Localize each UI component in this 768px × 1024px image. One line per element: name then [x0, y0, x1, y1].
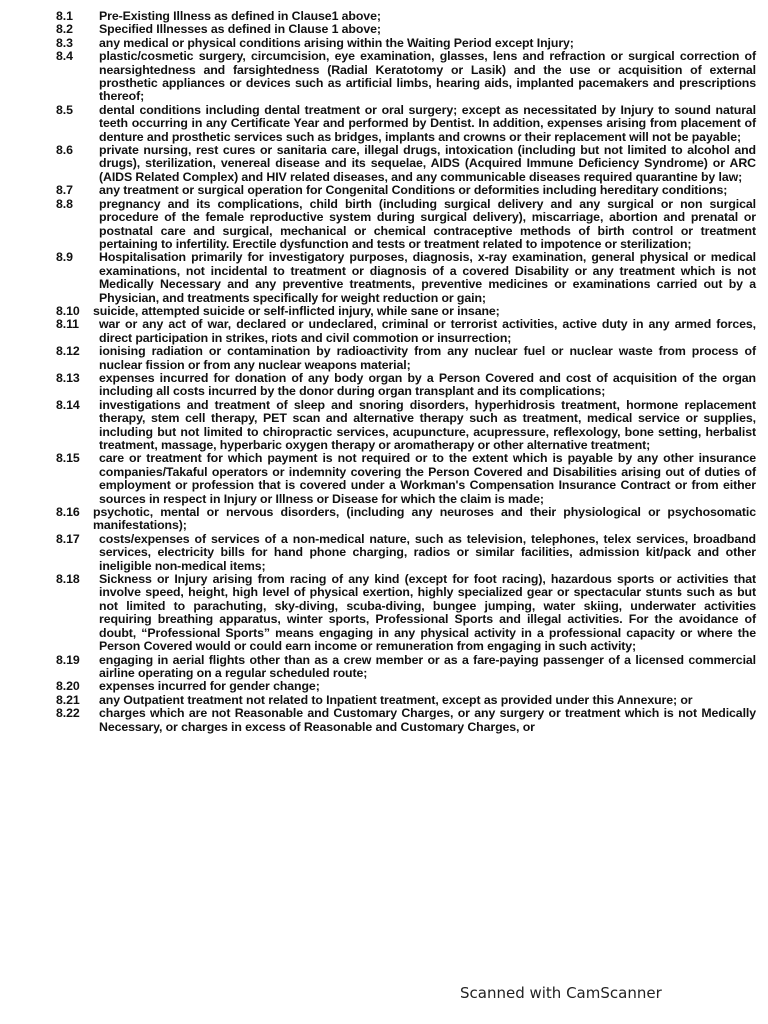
clause-text: Specified Illnesses as defined in Clause 1 above; — [99, 22, 381, 37]
clause-number: 8.19 — [56, 652, 80, 667]
clause-number: 8.14 — [56, 397, 80, 412]
clause-number: 8.5 — [56, 102, 73, 117]
clause-number: 8.1 — [56, 9, 73, 23]
clause-number: 8.3 — [56, 35, 73, 50]
camscanner-footer: Scanned with CamScanner — [460, 984, 662, 1002]
clause-item — [56, 506, 756, 533]
clause-number: 8.15 — [56, 451, 80, 466]
clause-item — [56, 345, 756, 372]
clause-text: expenses incurred for gender change; — [99, 679, 320, 694]
clause-number: 8.22 — [56, 706, 80, 721]
clause-item — [56, 251, 756, 305]
clause-item — [56, 305, 756, 318]
clause-number: 8.16 — [56, 505, 80, 520]
clause-item — [56, 399, 756, 453]
clause-number: 8.8 — [56, 196, 73, 211]
clause-number: 8.21 — [56, 692, 80, 707]
clause-number: 8.11 — [56, 317, 79, 332]
clause-number: 8.20 — [56, 679, 80, 694]
clause-number: 8.4 — [56, 49, 73, 64]
clause-item — [56, 452, 756, 506]
clause-text: any medical or physical conditions arising within the Waiting Period except Injury; — [99, 35, 574, 50]
clause-number: 8.9 — [56, 250, 73, 265]
clause-item — [56, 654, 756, 681]
clause-number: 8.6 — [56, 143, 73, 158]
clause-item — [56, 533, 756, 573]
clause-text: investigations and treatment of sleep and snoring disorders, hyperhidrosis treatment, hormone replacement therapy, stem cell therapy, PET scan and alternative therapy such as treatment, medical service or supplies, including but not limited to chiropractic services, acupuncture, acupressure, reflexology, bone setting, herbalist treatment, massage, hyperbaric oxygen therapy or aromatherapy or other alternative treatment; — [99, 397, 756, 452]
clause-number: 8.13 — [56, 370, 80, 385]
clause-text: Hospitalisation primarily for investigatory purposes, diagnosis, x-ray examination, general physical or medical examinations, not incidental to treatment or diagnosis of a covered Disability or any treatment which is not Medically Necessary and any preventive treatments, preventive medicines or examinations carried out by a Physician, and treatments specifically for weight reduction or gain; — [99, 250, 756, 305]
clause-text: engaging in aerial flights other than as a crew member or as a fare-paying passenger of a licensed commercial airline operating on a regular scheduled route; — [99, 652, 756, 680]
clause-item — [56, 23, 756, 36]
clause-text: expenses incurred for donation of any body organ by a Person Covered and cost of acquisition of the organ including all costs incurred by the donor during organ transplant and its complications; — [99, 370, 756, 399]
clause-text: Pre-Existing Illness as defined in Clause1 above; — [99, 9, 381, 23]
clause-item — [56, 37, 756, 50]
clause-text: any Outpatient treatment not related to Inpatient treatment, except as provided under this Annexure; or — [99, 692, 693, 707]
clause-text: suicide, attempted suicide or self-inflicted injury, while sane or insane; — [93, 303, 500, 318]
clause-text: care or treatment for which payment is not required or to the extent which is payable by any other insurance companies/Takaful operators or indemnity covering the Person Covered and Disabilities arising out of duties of employment or profession that is covered under a Workman's Compensation Insurance Contract or from either sources in respect in Injury or Illness or Disease for which the claim is made; — [99, 451, 756, 506]
clause-item — [56, 50, 756, 104]
clause-text: plastic/cosmetic surgery, circumcision, eye examination, glasses, lens and refraction or surgical correction of nearsightedness and farsightedness (Radial Keratotomy or Lasik) and the use or acquisition of external prosthetic appliances or devices such as artificial limbs, hearing aids, implanted pacemakers and prescriptions thereof; — [99, 49, 756, 104]
clause-number: 8.7 — [56, 183, 73, 198]
clause-text: pregnancy and its complications, child birth (including surgical delivery and any surgical or non surgical procedure of the female reproductive system during surgical delivery), miscarriage, abortion and prenatal or postnatal care and surgical, mechanical or chemical contraceptive methods of birth control or treatment pertaining to infertility. Erectile dysfunction and tests or treatment related to impotence or sterilization; — [99, 196, 756, 251]
clause-item — [56, 372, 756, 399]
clause-item — [56, 144, 756, 184]
clause-number: 8.12 — [56, 344, 80, 359]
clause-number: 8.10 — [56, 303, 80, 318]
clause-item — [56, 184, 756, 197]
clause-text: Sickness or Injury arising from racing of any kind (except for foot racing), hazardous sports or activities that involve speed, height, high level of physical exertion, highly specialized gear or spectacular stunts such as but not limited to parachuting, sky-diving, scuba-diving, bungee jumping, water skiing, underwater activities requiring breathing apparatus, winter sports, Professional Sports and illegal activities. For the avoidance of doubt, “Professional Sports” means engaging in any physical activity in a professional capacity or where the Person Covered would or could earn income or remuneration from engaging in such activity; — [99, 572, 756, 654]
clause-item — [56, 10, 756, 23]
clause-item — [56, 694, 756, 707]
clause-item — [56, 573, 756, 653]
clause-text: private nursing, rest cures or sanitaria care, illegal drugs, intoxication (including but not limited to alcohol and drugs), sterilization, venereal disease and its sequelae, AIDS (Acquired Immune Deficiency Syndrome) or ARC (AIDS Related Complex) and HIV related diseases, and any communicable diseases required quarantine by law; — [99, 143, 756, 184]
clause-item — [56, 198, 756, 252]
clause-item — [56, 104, 756, 144]
clause-number: 8.17 — [56, 531, 80, 546]
clause-item — [56, 318, 756, 345]
clause-text: psychotic, mental or nervous disorders, (including any neuroses and their physiological or psychosomatic manifestations); — [93, 505, 756, 533]
clause-number: 8.18 — [56, 572, 80, 587]
exclusions-list — [56, 10, 756, 734]
clause-text: costs/expenses of services of a non-medical nature, such as television, telephones, telex services, broadband services, electricity bills for hand phone charging, radios or similar facilities, admission kit/pack and other ineligible non-medical items; — [99, 531, 756, 573]
clause-number: 8.2 — [56, 22, 73, 37]
clause-text: dental conditions including dental treatment or oral surgery; except as necessitated by Injury to sound natural teeth occurring in any Certificate Year and performed by Dentist. In addition, expenses arising from placement of denture and prosthetic services such as bridges, implants and crowns or their replacement will not be payable; — [99, 102, 756, 144]
clause-item — [56, 707, 756, 734]
clause-text: war or any act of war, declared or undeclared, criminal or terrorist activities, active duty in any armed forces, direct participation in strikes, riots and civil commotion or insurrection; — [99, 317, 756, 345]
clause-text: charges which are not Reasonable and Customary Charges, or any surgery or treatment which is not Medically Necessary, or charges in excess of Reasonable and Customary Charges, or — [99, 706, 756, 734]
clause-item — [56, 680, 756, 693]
clause-text: any treatment or surgical operation for Congenital Conditions or deformities including hereditary conditions; — [99, 183, 728, 198]
clause-text: ionising radiation or contamination by radioactivity from any nuclear fuel or nuclear waste from process of nuclear fission or from any nuclear weapons material; — [99, 344, 756, 372]
